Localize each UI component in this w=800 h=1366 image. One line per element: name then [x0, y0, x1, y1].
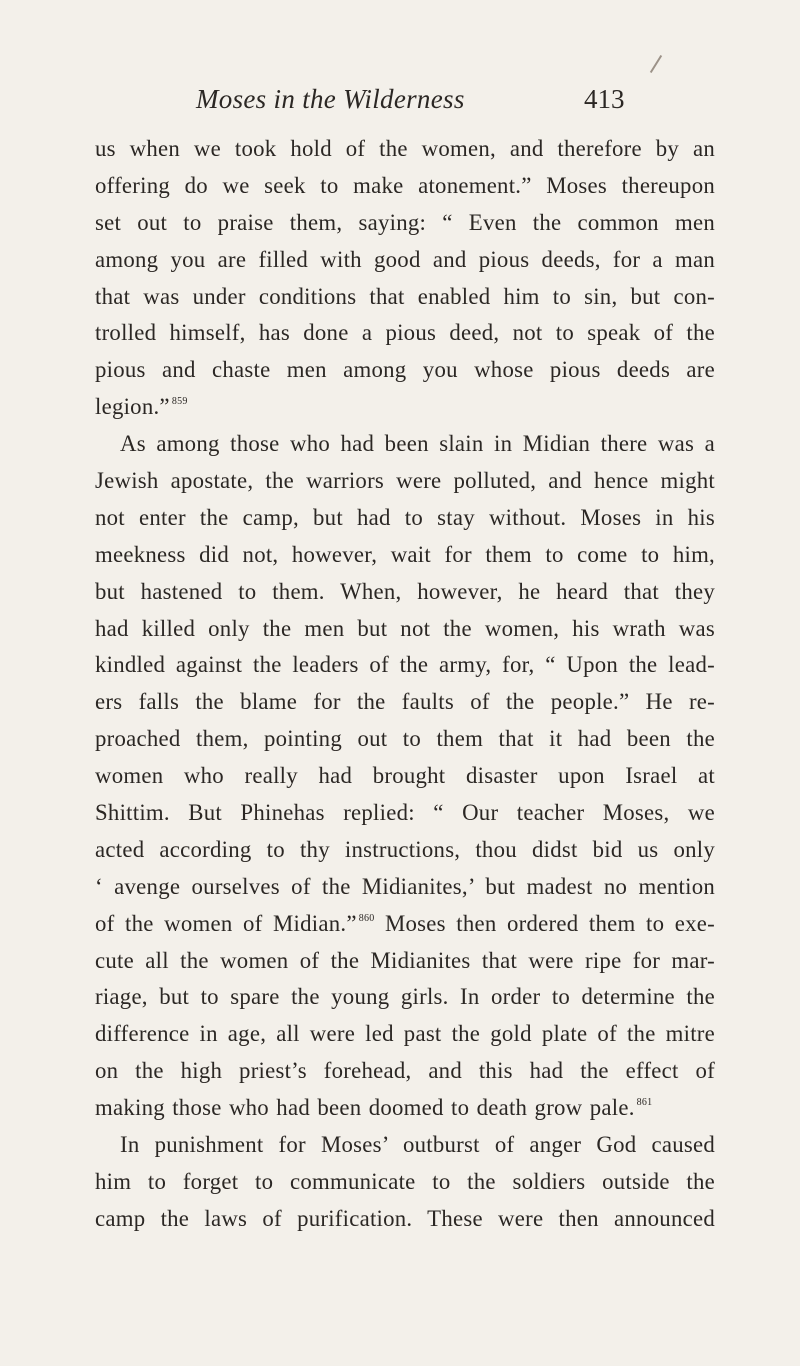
text-line: difference in age, all were led past the gold plate of the mitre — [95, 1021, 715, 1047]
text-line-with-note — [95, 389, 715, 426]
paragraph-start: In punishment for Moses’ outburst of anger God caused — [120, 1132, 715, 1158]
text-fragment: Moses then ordered them to exe- — [384, 910, 715, 936]
text-line-with-note — [95, 906, 715, 943]
text-line: women who really had brought disaster upon Israel at — [95, 763, 715, 789]
text-line-with-note — [95, 1090, 715, 1127]
running-head — [196, 82, 656, 116]
text-line: ers falls the blame for the faults of the people.” He re- — [95, 689, 715, 715]
text-line: him to forget to communicate to the soldiers outside the — [95, 1168, 715, 1194]
text-line: among you are filled with good and pious deeds, for a man — [95, 246, 715, 272]
text-line: kindled against the leaders of the army, for, “ Upon the lead- — [95, 652, 715, 678]
text-line: pious and chaste men among you whose pious deeds are — [95, 357, 715, 383]
text-line: ‘ avenge ourselves of the Midianites,’ but madest no mention — [95, 873, 715, 899]
footnote-marker: 861 — [636, 1097, 653, 1109]
text-line: had killed only the men but not the women, his wrath was — [95, 615, 715, 641]
text-line: proached them, pointing out to them that it had been the — [95, 726, 715, 752]
text-line: Shittim. But Phinehas replied: “ Our teacher Moses, we — [95, 800, 715, 826]
pencil-mark — [650, 55, 662, 73]
page-number: 413 — [584, 84, 625, 114]
text-line: on the high priest’s forehead, and this had the effect of — [95, 1058, 715, 1084]
running-head-title: Moses in the Wilderness — [196, 84, 465, 114]
text-line: us when we took hold of the women, and therefore by an — [95, 136, 715, 161]
text-line: not enter the camp, but had to stay without. Moses in his — [95, 504, 715, 530]
footnote-marker: 860 — [358, 912, 375, 924]
body-text — [95, 131, 715, 1238]
text-line: meekness did not, however, wait for them to come to him, — [95, 541, 715, 567]
footnote-marker: 859 — [171, 396, 188, 408]
text-line: riage, but to spare the young girls. In order to determine the — [95, 984, 715, 1010]
text-line: acted according to thy instructions, thou didst bid us only — [95, 836, 715, 862]
text-fragment: legion.” — [95, 394, 170, 420]
text-line: cute all the women of the Midianites that were ripe for mar- — [95, 947, 715, 973]
text-line: offering do we seek to make atonement.” Moses thereupon — [95, 172, 715, 198]
text-line: that was under conditions that enabled him to sin, but con- — [95, 283, 715, 309]
paragraph-start: As among those who had been slain in Midian there was a — [120, 431, 715, 457]
text-line: Jewish apostate, the warriors were polluted, and hence might — [95, 468, 715, 494]
text-fragment: of the women of Midian.” — [95, 910, 357, 936]
text-line: set out to praise them, saying: “ Even the common men — [95, 209, 715, 235]
text-line: camp the laws of purification. These were then announced — [95, 1205, 715, 1231]
text-line: but hastened to them. When, however, he heard that they — [95, 578, 715, 604]
text-line: trolled himself, has done a pious deed, not to speak of the — [95, 320, 715, 346]
text-fragment: making those who had been doomed to death grow pale. — [95, 1095, 635, 1121]
